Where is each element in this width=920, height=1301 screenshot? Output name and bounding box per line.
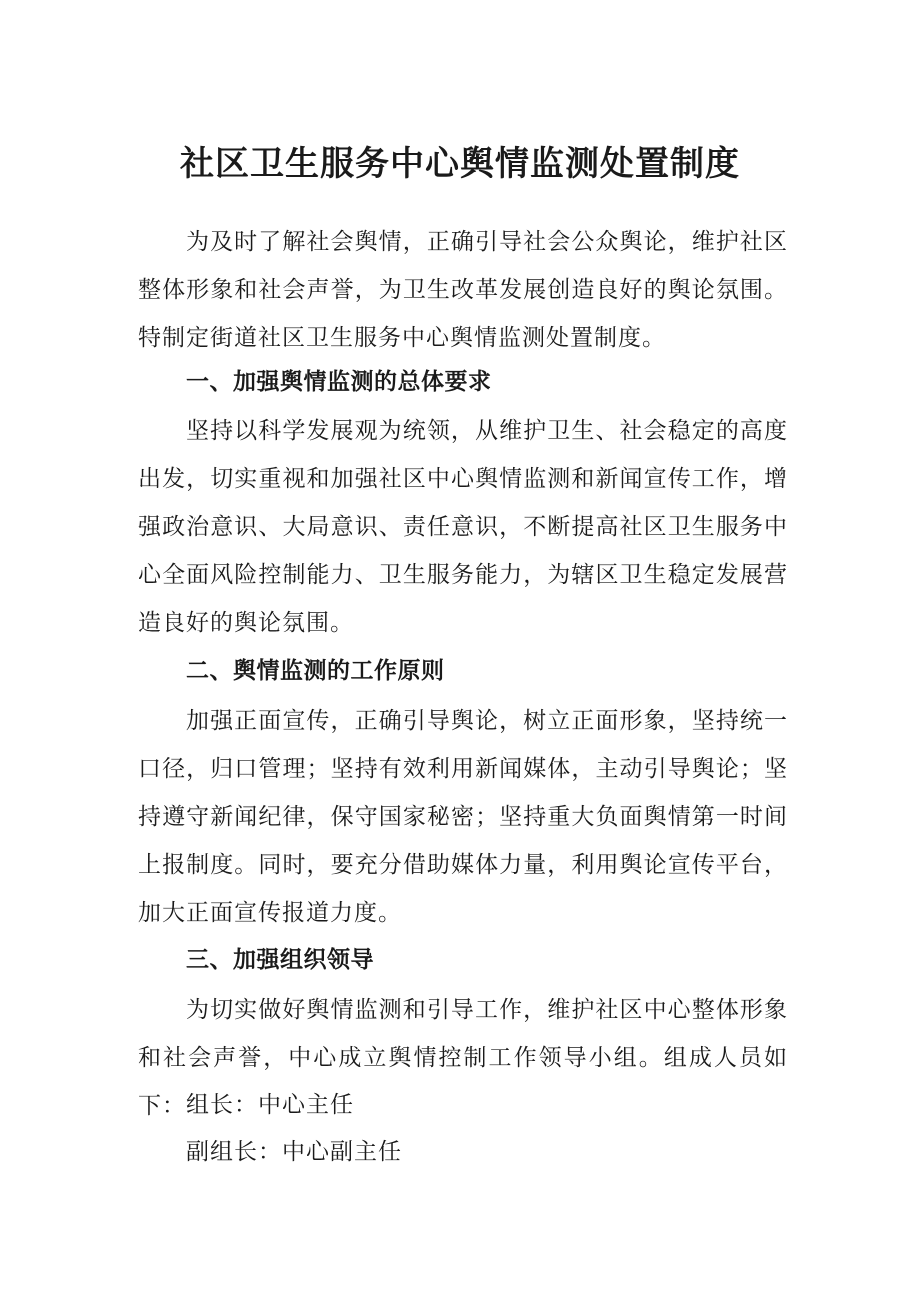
intro-paragraph: 为及时了解社会舆情，正确引导社会公众舆论，维护社区整体形象和社会声誉，为卫生改革发展创造良好的舆论氛围。特制定街道社区卫生服务中心舆情监测处置制度。 xyxy=(138,229,788,351)
section-heading-1: 一、加强舆情监测的总体要求 xyxy=(186,369,492,395)
section-body-1: 坚持以科学发展观为统领，从维护卫生、社会稳定的高度出发，切实重视和加强社区中心舆情监测和新闻宣传工作，增强政治意识、大局意识、责任意识，不断提高社区卫生服务中心全面风险控制能力、卫生服务能力，为辖区卫生稳定发展营造良好的舆论氛围。 xyxy=(138,418,788,636)
section-body-2: 加强正面宣传，正确引导舆论，树立正面形象，坚持统一口径，归口管理；坚持有效利用新闻媒体，主动引导舆论；坚持遵守新闻纪律，保守国家秘密；坚持重大负面舆情第一时间上报制度。同时，要充分借助媒体力量，利用舆论宣传平台，加大正面宣传报道力度。 xyxy=(138,708,788,926)
member-line-deputy: 副组长：中心副主任 xyxy=(186,1139,402,1165)
section-body-3: 为切实做好舆情监测和引导工作，维护社区中心整体形象和社会声誉，中心成立舆情控制工作领导小组。组成人员如下： xyxy=(138,997,788,1119)
member-line-leader: 组长：中心主任 xyxy=(186,1092,354,1118)
section-heading-2: 二、舆情监测的工作原则 xyxy=(186,658,445,684)
section-heading-3: 三、加强组织领导 xyxy=(186,947,374,973)
document-title: 社区卫生服务中心舆情监测处置制度 xyxy=(180,144,740,184)
